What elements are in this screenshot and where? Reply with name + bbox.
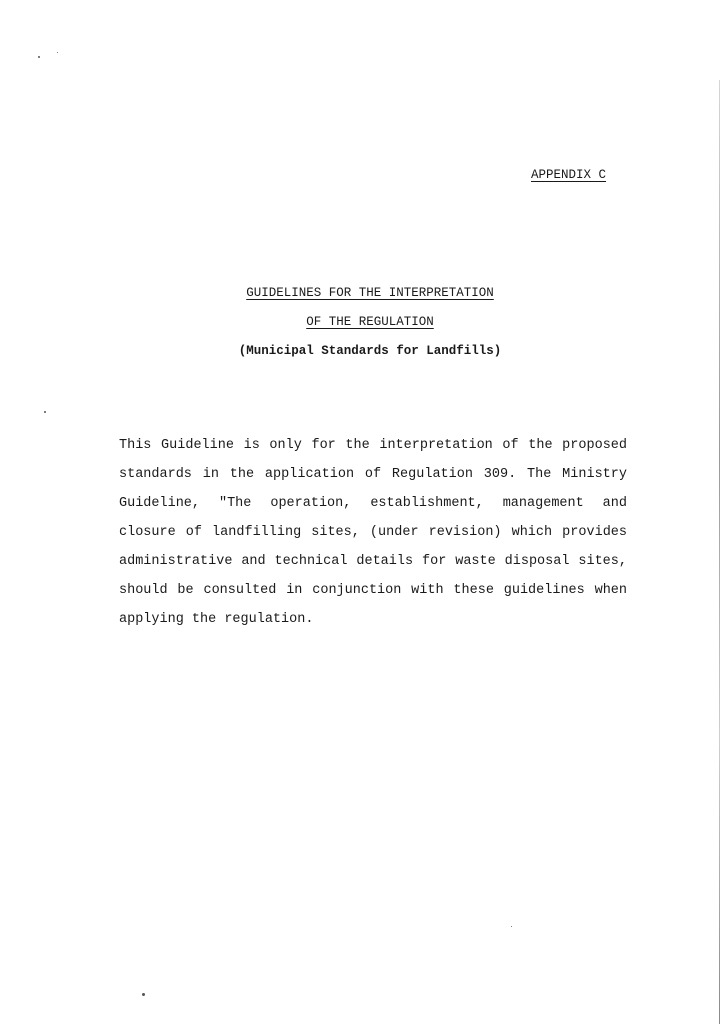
scan-speck <box>142 993 145 996</box>
title-line-1 <box>0 286 724 300</box>
body-paragraph: This Guideline is only for the interpretation of the proposed standards in the application of Regulation 309. The Ministry Guideline, "The operation, establishment, management and closure of landfilling sites, (under revision) which provides administrative and technical details for waste disposal sites, should be consulted in conjunction with these guidelines when applying the regulation. <box>119 438 627 627</box>
scan-speck <box>57 52 58 53</box>
title-line-1-text: GUIDELINES FOR THE INTERPRETATION <box>246 286 494 300</box>
scan-speck <box>511 926 512 927</box>
title-line-2-text: OF THE REGULATION <box>306 315 434 329</box>
scan-speck <box>44 411 46 413</box>
title-subtitle-text: (Municipal Standards for Landfills) <box>238 344 502 358</box>
appendix-label: APPENDIX C <box>531 168 607 182</box>
title-subtitle <box>0 344 724 358</box>
scan-speck <box>38 56 40 58</box>
title-line-2 <box>0 315 724 329</box>
scan-edge-line <box>719 80 720 1024</box>
